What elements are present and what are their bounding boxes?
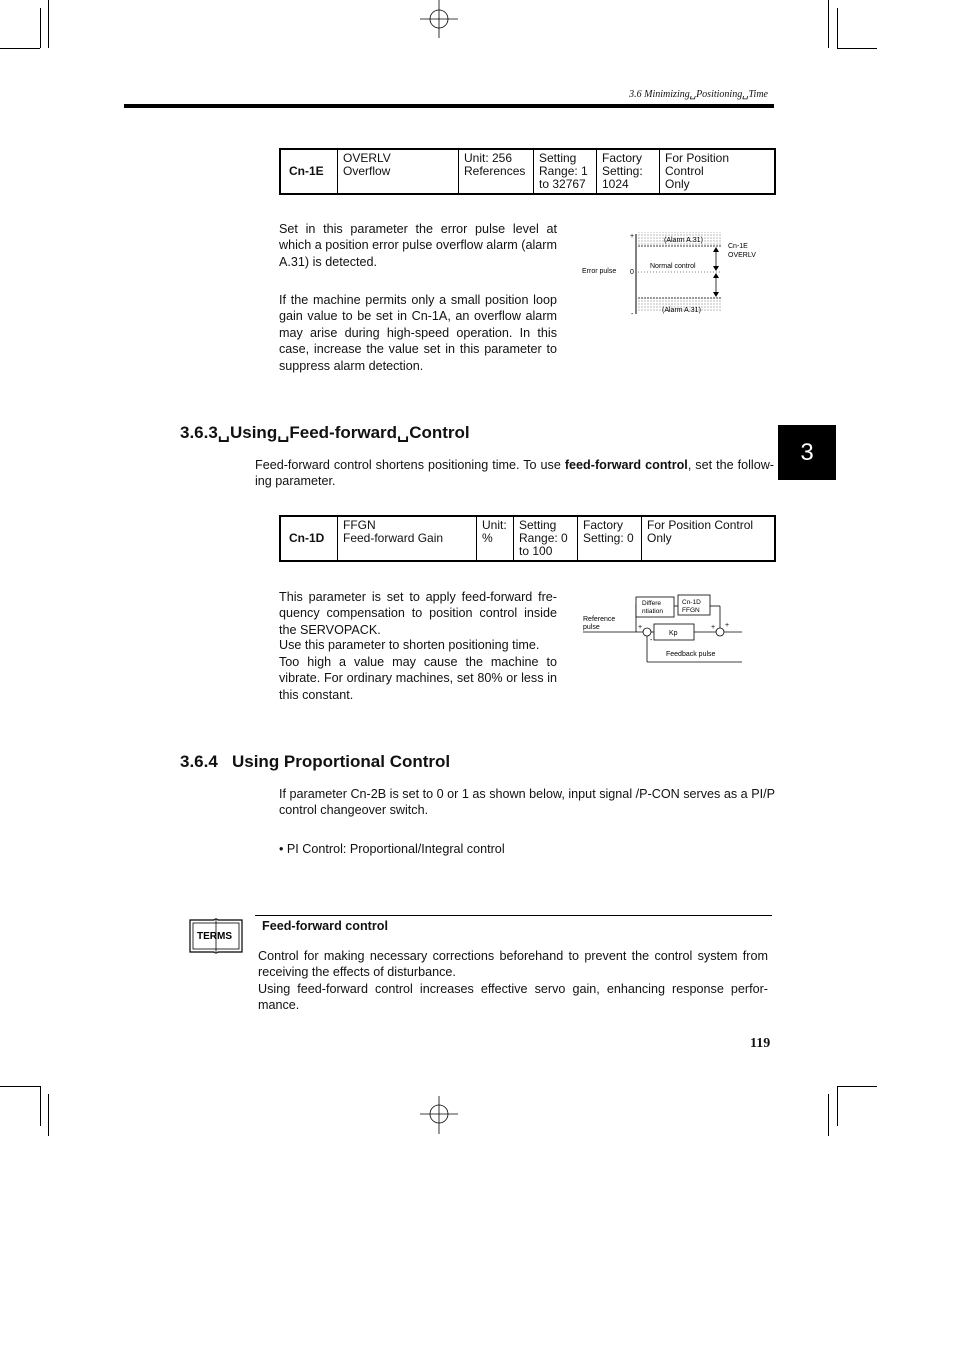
- summing-junction: [716, 628, 724, 636]
- param-note: For Position Control Only: [660, 149, 776, 194]
- param-code-label: Cn-1E: [728, 243, 748, 250]
- crop-mark: [837, 1086, 838, 1126]
- param-table-cn1e: [279, 148, 776, 195]
- terms-rule: [255, 915, 772, 916]
- ffgn-name: FFGN: [682, 607, 700, 614]
- alarm-label-top: (Alarm A.31): [664, 237, 703, 244]
- feedforward-block-diagram: [580, 592, 750, 668]
- running-head: 3.6 Minimizing␣Positioning␣Time: [629, 89, 768, 100]
- normal-control-label: Normal control: [650, 263, 696, 270]
- intro-text: Feed-forward control shortens positioning time. To use: [255, 458, 565, 472]
- paragraph: Too high a value may cause the machine to vibrate. For ordinary machines, set 80% or less in this constant.: [279, 655, 557, 702]
- section-heading-364: 3.6.4 Using Proportional Control: [180, 752, 451, 771]
- plus-label: +: [630, 233, 635, 240]
- kp-label: Kp: [669, 630, 678, 637]
- crop-mark: [40, 1086, 41, 1126]
- zero-label: 0: [630, 269, 634, 276]
- plus-sign: +: [711, 624, 716, 631]
- registration-mark-top: [418, 0, 460, 42]
- registration-mark-bottom: [418, 1094, 460, 1136]
- terms-icon-label: TERMS: [197, 931, 232, 942]
- param-code: Cn-1D: [280, 516, 338, 561]
- crop-mark: [828, 1094, 829, 1136]
- chapter-tab: 3: [778, 425, 836, 480]
- header-rule: [124, 104, 774, 108]
- param-range: Setting Range: 0 to 100: [514, 516, 578, 561]
- crop-mark: [48, 1094, 49, 1136]
- section-intro: [255, 457, 774, 490]
- minus-label: -: [631, 311, 634, 318]
- param-factory: Factory Setting: 0: [578, 516, 642, 561]
- diff-label: Differe: [642, 600, 662, 607]
- terms-paragraph: Using feed-forward control increases effective servo gain, enhancing response perfor-mance.: [258, 982, 768, 1013]
- intro-bold-term: feed-forward control: [564, 458, 688, 472]
- error-pulse-label: Error pulse: [582, 268, 617, 275]
- terms-paragraph: Control for making necessary corrections beforehand to prevent the control system from receiving the effects of disturbance.: [258, 949, 768, 980]
- ffgn-code: Cn-1D: [682, 599, 701, 606]
- param-code: Cn-1E: [280, 149, 338, 194]
- pulse-label: pulse: [583, 624, 600, 631]
- param-name-label: OVERLV: [728, 252, 756, 259]
- summing-junction: [643, 628, 651, 636]
- param-note: For Position Control Only: [642, 516, 776, 561]
- param-range: Setting Range: 1 to 32767: [534, 149, 597, 194]
- param-name: OVERLV Overflow: [338, 149, 459, 194]
- param-unit: Unit: 256 References: [459, 149, 534, 194]
- reference-label: Reference: [583, 616, 616, 623]
- crop-mark: [40, 8, 41, 48]
- param-unit: Unit: %: [477, 516, 514, 561]
- crop-mark: [0, 1086, 40, 1087]
- terms-book-icon: [188, 916, 244, 956]
- section-heading-363: 3.6.3␣Using␣Feed-forward␣Control: [180, 423, 470, 442]
- param-factory: Factory Setting: 1024: [597, 149, 660, 194]
- diff-label: ntiation: [642, 608, 663, 615]
- plus-sign: +: [638, 624, 643, 631]
- terms-title: Feed-forward control: [262, 919, 388, 933]
- minus-sign: -: [650, 637, 653, 644]
- overflow-diagram: [578, 228, 768, 320]
- paragraph: If the machine permits only a small position loop gain value to be set in Cn-1A, an overflow alarm may arise during high-speed operation. In this case, increase the value set in this parameter to suppress alarm detection.: [279, 293, 557, 373]
- param-table-cn1d: [279, 515, 776, 562]
- crop-mark: [837, 8, 838, 48]
- crop-mark: [0, 48, 40, 49]
- param-name: FFGN Feed-forward Gain: [338, 516, 477, 561]
- paragraph: Set in this parameter the error pulse level at which a position error pulse overflow alarm (alarm A.31) is detected.: [279, 222, 557, 269]
- paragraph: Use this parameter to shorten positioning time.: [279, 638, 540, 652]
- crop-mark: [837, 48, 877, 49]
- intro-text: , set the follow-ing parameter.: [255, 458, 774, 489]
- alarm-label-bottom: (Alarm A.31): [662, 307, 701, 314]
- paragraph: If parameter Cn-2B is set to 0 or 1 as shown below, input signal /P-CON serves as a PI/P control changeover switch.: [279, 787, 775, 818]
- page-number: 119: [750, 1036, 771, 1051]
- crop-mark: [828, 0, 829, 48]
- crop-mark: [48, 0, 49, 48]
- plus-sign: +: [725, 622, 730, 629]
- feedback-label: Feedback pulse: [666, 651, 716, 658]
- bullet-item: • PI Control: Proportional/Integral control: [279, 842, 505, 856]
- paragraph: This parameter is set to apply feed-forward fre-quency compensation to position control inside the SERVOPACK.: [279, 590, 557, 637]
- crop-mark: [837, 1086, 877, 1087]
